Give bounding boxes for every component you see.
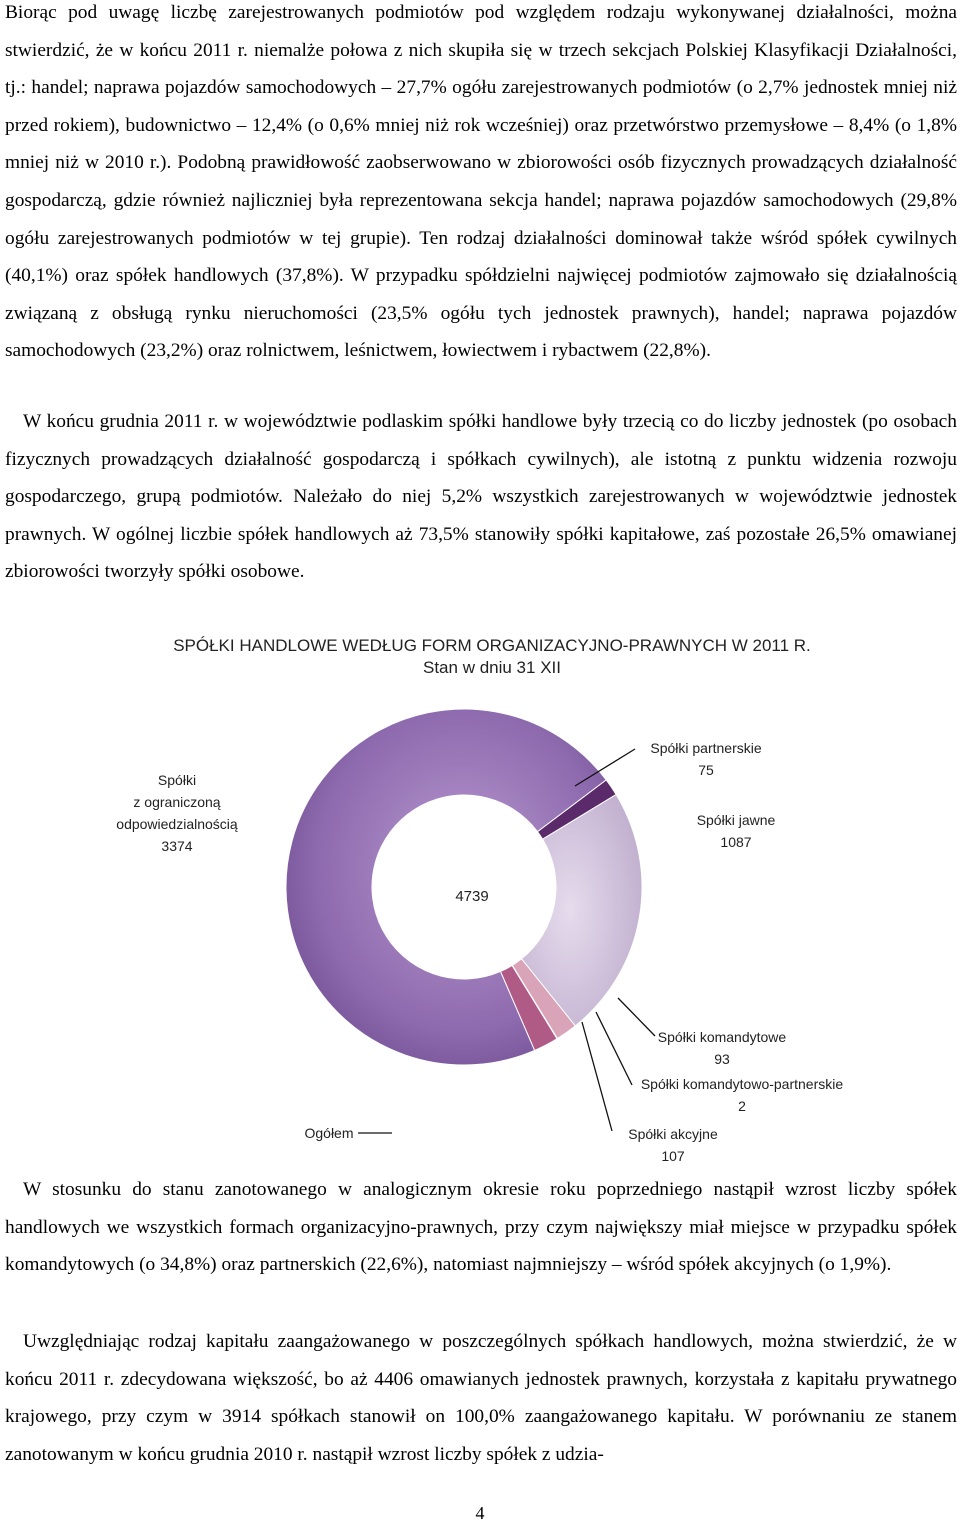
label-zoo xyxy=(116,772,238,854)
donut-chart xyxy=(0,622,960,1167)
svg-text:2: 2 xyxy=(738,1098,746,1114)
svg-text:z ograniczoną: z ograniczoną xyxy=(133,794,221,810)
leader-akcyjne xyxy=(582,1022,612,1131)
svg-text:Spółki komandytowo-partnerskie: Spółki komandytowo-partnerskie xyxy=(640,1076,844,1092)
label-jawne xyxy=(697,812,776,850)
chart-subtitle: Stan w dniu 31 XII xyxy=(423,658,561,677)
paragraph-growth: W stosunku do stanu zanotowanego w analogicznym okresie roku poprzedniego nastąpił wzrost liczby spółek handlowych we wszystkich formach organizacyjno-prawnych, przy czym największy miał miejsce w przypadku spółek komandytowych (o 34,8%) oraz partnerskich (22,6%), natomiast najmniejszy – wśród spółek akcyjnych (o 1,9%). xyxy=(5,1179,957,1276)
leader-komandytowe xyxy=(618,998,655,1036)
svg-text:4739: 4739 xyxy=(455,888,489,905)
svg-text:Spółki: Spółki xyxy=(157,772,197,788)
svg-text:75: 75 xyxy=(698,762,714,778)
svg-text:Spółki partnerskie: Spółki partnerskie xyxy=(650,740,762,756)
chart-title: SPÓŁKI HANDLOWE WEDŁUG FORM ORGANIZACYJNO-PRAWNYCH W 2011 R. xyxy=(173,636,811,655)
leader-kp xyxy=(596,1012,632,1085)
label-komandytowe xyxy=(658,1029,787,1067)
label-partnerskie xyxy=(650,740,761,778)
svg-text:Spółki jawne: Spółki jawne xyxy=(696,812,776,828)
paragraph-commercial-companies: W końcu grudnia 2011 r. w województwie podlaskim spółki handlowe były trzecią co do liczby jednostek (po osobach fizycznych prowadzących działalność gospodarczą i spółkach cywilnych), ale istotną z punktu widzenia rozwoju gospodarczego, grupą podmiotów. Należało do niej 5,2% wszystkich zarejestrowanych w województwie jednostek prawnych. W ogólnej liczbie spółek handlowych aż 73,5% stanowiły spółki kapitałowe, zaś pozostałe 26,5% omawianej zbiorowości tworzyły spółki osobowe. xyxy=(5,411,957,583)
page-number: 4 xyxy=(475,1503,485,1523)
donut-slices xyxy=(286,709,642,1065)
label-kp xyxy=(641,1076,844,1114)
label-akcyjne xyxy=(628,1126,718,1164)
svg-text:Spółki komandytowe: Spółki komandytowe xyxy=(657,1029,787,1045)
label-total xyxy=(455,888,488,905)
svg-text:odpowiedzialnością: odpowiedzialnością xyxy=(116,816,238,832)
paragraph-sectors: Biorąc pod uwagę liczbę zarejestrowanych podmiotów pod względem rodzaju wykonywanej działalności, można stwierdzić, że w końcu 2011 r. niemalże połowa z nich skupiła się w trzech sekcjach Polskiej Klasyfikacji Działalności, tj.: handel; naprawa pojazdów samochodowych – 27,7% ogółu zarejestrowanych podmiotów (o 2,7% jednostek mniej niż przed rokiem), budownictwo – 12,4% (o 0,6% mniej niż rok wcześniej) oraz przetwórstwo przemysłowe – 8,4% (o 1,8% mniej niż w 2010 r.). Podobną prawidłowość zaobserwowano w zbiorowości osób fizycznych prowadzących działalność gospodarczą, gdzie również najliczniej była reprezentowana sekcja handel; naprawa pojazdów samochodowych (29,8% ogółu zarejestrowanych podmiotów w tej grupie). Ten rodzaj działalności dominował także wśród spółek cywilnych (40,1%) oraz spółek handlowych (37,8%). W przypadku spółdzielni najwięcej podmiotów zajmowało się działalnością związaną z obsługą rynku nieruchomości (23,5% ogółu tych jednostek prawnych), handel; naprawa pojazdów samochodowych (23,2%) oraz rolnictwem, leśnictwem, łowiectwem i rybactwem (22,8%). xyxy=(5,2,957,362)
svg-text:3374: 3374 xyxy=(161,838,193,854)
svg-text:Spółki akcyjne: Spółki akcyjne xyxy=(628,1126,718,1142)
svg-text:93: 93 xyxy=(714,1051,730,1067)
svg-text:1087: 1087 xyxy=(720,834,752,850)
label-ogolem xyxy=(304,1125,353,1141)
svg-text:Ogółem: Ogółem xyxy=(304,1125,354,1141)
paragraph-capital: Uwzględniając rodzaj kapitału zaangażowanego w poszczególnych spółkach handlowych, można stwierdzić, że w końcu 2011 r. zdecydowana większość, bo aż 4406 omawianych jednostek prawnych, korzystała z kapitału prywatnego krajowego, przy czym w 3914 spółkach stanowił on 100,0% zaangażowanego kapitału. W porównaniu ze stanem zanotowanym w końcu grudnia 2010 r. nastąpił wzrost liczby spółek z udzia- xyxy=(5,1331,957,1465)
svg-text:107: 107 xyxy=(661,1148,685,1164)
